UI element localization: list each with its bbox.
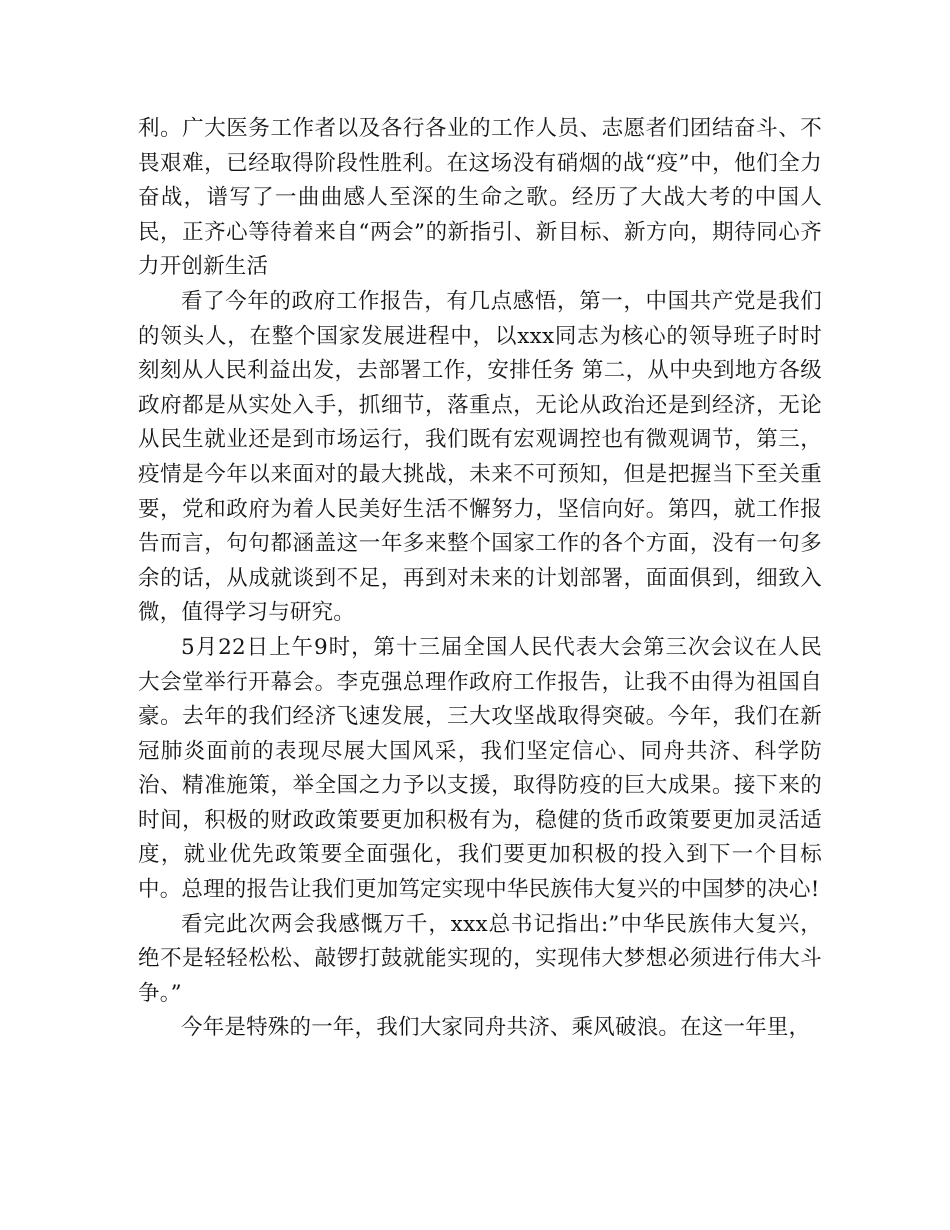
paragraph-4: 看完此次两会我感慨万千，xxx总书记指出:”中华民族伟大复兴，绝不是轻轻松松、敲锣打鼓就能实现的，实现伟大梦想必须进行伟大斗争。” xyxy=(138,911,822,1006)
paragraph-5: 今年是特殊的一年，我们大家同舟共济、乘风破浪。在这一年里， xyxy=(181,1015,811,1041)
paragraph-2: 看了今年的政府工作报告，有几点感悟，第一，中国共产党是我们的领头人，在整个国家发展进程中，以xxx同志为核心的领导班子时时刻刻从人民利益出发，去部署工作，安排任务 第二，从中央到地方各级政府都是从实处入手，抓细节，落重点，无论从政治还是到经济，无论从民生就业还是到市场运行，我们既有宏观调控也有微观调节，第三，疫情是今年以来面对的最大挑战，未来不可预知，但是把握当下至关重要，党和政府为着人民美好生活不懈努力，坚信向好。第四，就工作报告而言，句句都涵盖这一年多来整个国家工作的各个方面，没有一句多余的话，从成就谈到不足，再到对未来的计划部署，面面俱到，细致入微，值得学习与研究。 xyxy=(138,288,822,626)
paragraph-1: 利。广大医务工作者以及各行各业的工作人员、志愿者们团结奋斗、不畏艰难，已经取得阶段性胜利。在这场没有硝烟的战“疫”中，他们全力奋战，谱写了一曲曲感人至深的生命之歌。经历了大战大考的中国人民，正齐心等待着来自“两会”的新指引、新目标、新方向，期待同心齐力开创新生活 xyxy=(138,116,822,280)
paragraph-3: 5月22日上午9时，第十三届全国人民代表大会第三次会议在人民大会堂举行开幕会。李克强总理作政府工作报告，让我不由得为祖国自豪。去年的我们经济飞速发展，三大攻坚战取得突破。今年，我们在新冠肺炎面前的表现尽展大国风采，我们坚定信心、同舟共济、科学防治、精准施策，举全国之力予以支援，取得防疫的巨大成果。接下来的时间，积极的财政政策要更加积极有为，稳健的货币政策要更加灵活适度，就业优先政策要全面强化，我们要更加积极的投入到下一个目标中。总理的报告让我们更加笃定实现中华民族伟大复兴的中国梦的决心! xyxy=(138,634,822,903)
document-page xyxy=(138,112,822,1046)
